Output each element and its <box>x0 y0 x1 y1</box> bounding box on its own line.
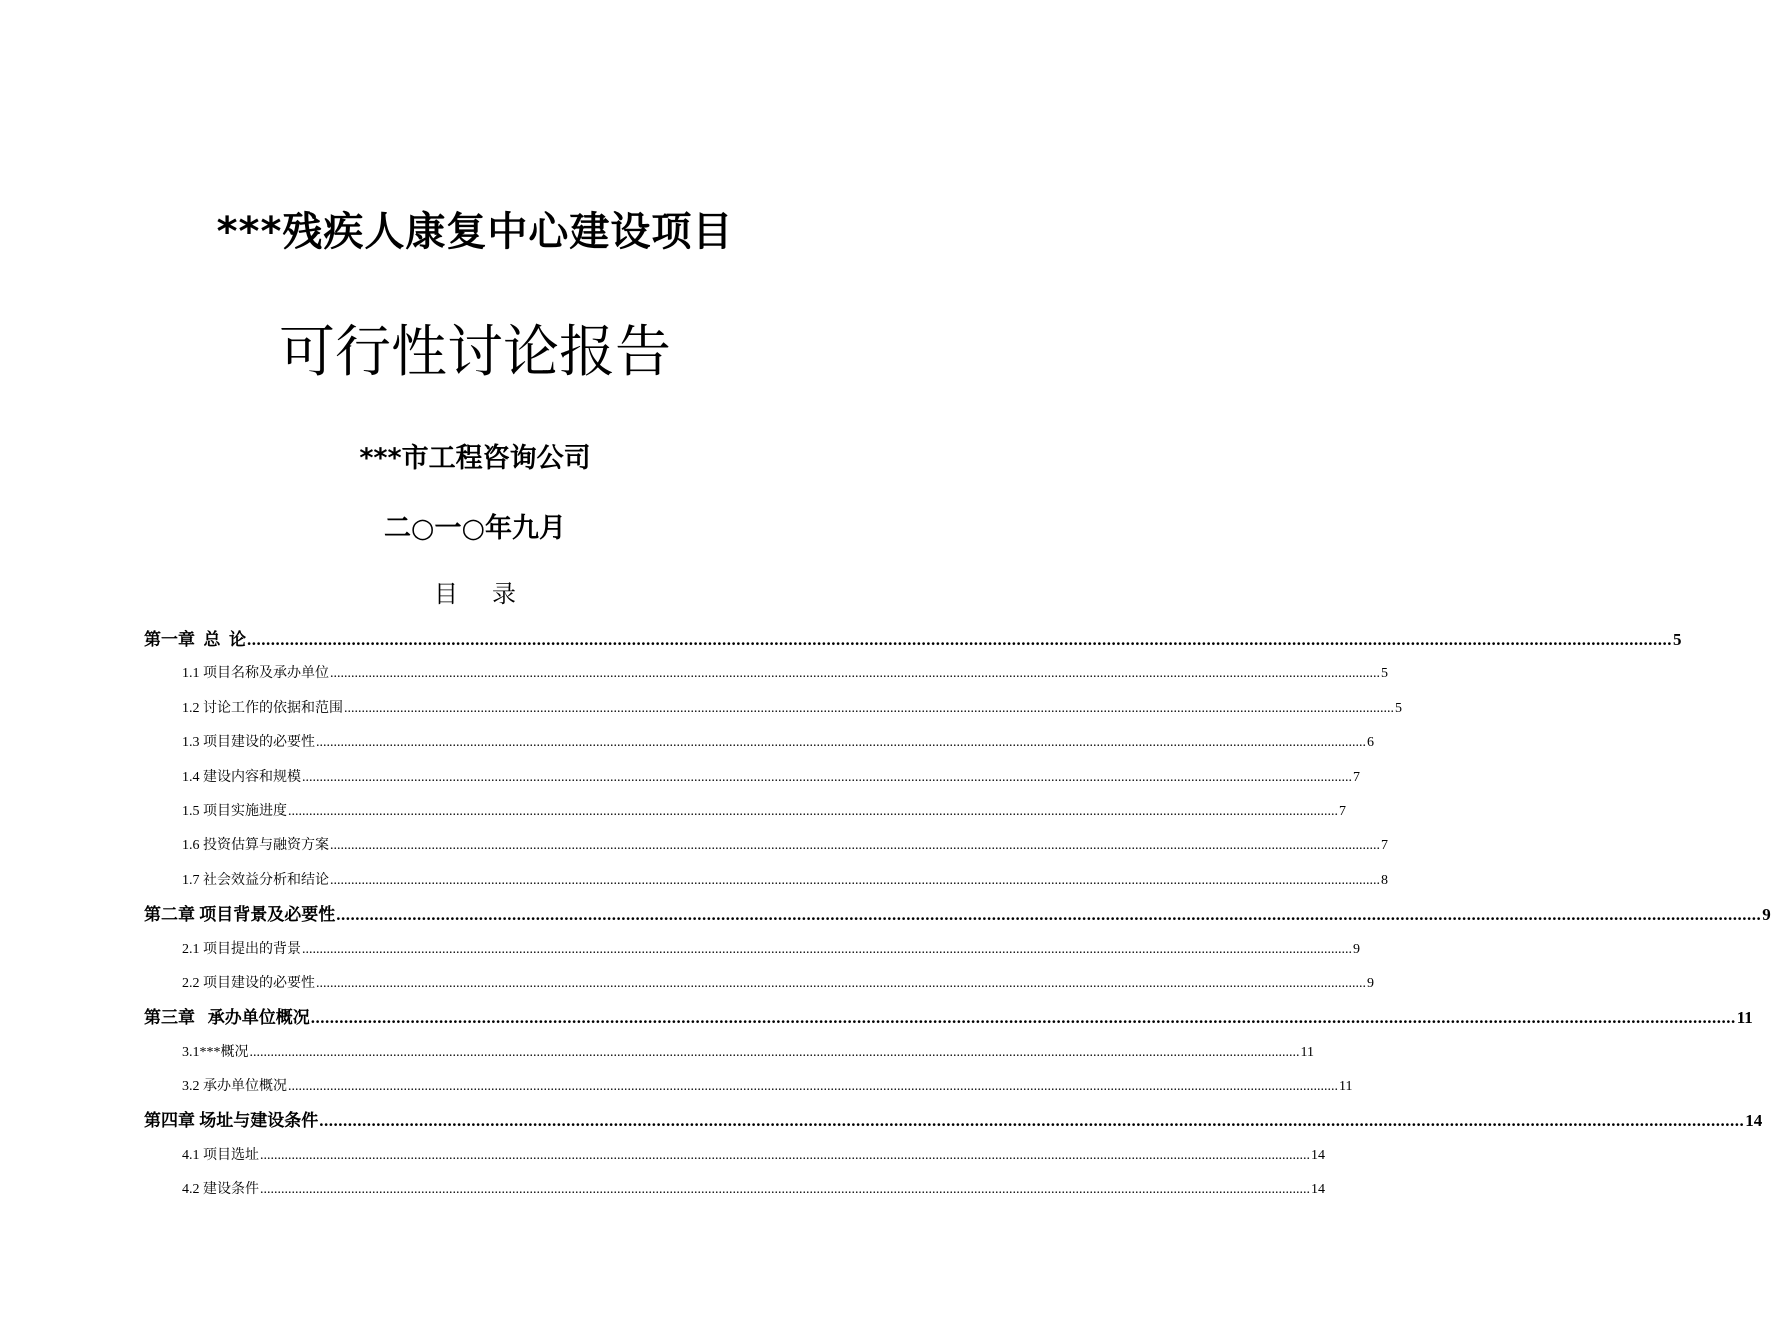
report-date: 二○一○年九月 <box>383 513 567 544</box>
toc-dot-leader: ............................................................................................................................................................................................................................................................................................................ <box>247 630 1672 649</box>
toc-chapter-entry[interactable] <box>144 898 1771 932</box>
toc-dot-leader: ............................................................................................................................................................................................................................................................................................................ <box>302 941 1352 957</box>
toc-section-entry[interactable] <box>144 1036 1314 1070</box>
toc-dot-leader: ............................................................................................................................................................................................................................................................................................................ <box>330 838 1380 854</box>
toc-entry-label: 第二章 项目背景及必要性 <box>144 905 336 925</box>
toc-page-number: 5 <box>1673 630 1682 649</box>
toc-entry-label: 2.1 项目提出的背景 <box>182 941 301 957</box>
toc-entry-label: 4.2 建设条件 <box>182 1182 259 1198</box>
table-of-contents <box>144 623 1771 1208</box>
toc-dot-leader: ............................................................................................................................................................................................................................................................................................................ <box>330 872 1380 888</box>
toc-heading: 目录 <box>434 580 550 608</box>
toc-dot-leader: ............................................................................................................................................................................................................................................................................................................ <box>344 700 1394 716</box>
toc-dot-leader: ............................................................................................................................................................................................................................................................................................................ <box>316 735 1366 751</box>
toc-section-entry[interactable] <box>144 967 1374 1001</box>
toc-entry-label: 第一章 总 论 <box>144 630 246 649</box>
toc-section-entry[interactable] <box>144 657 1388 691</box>
toc-dot-leader: ............................................................................................................................................................................................................................................................................................................ <box>260 1147 1310 1163</box>
toc-entry-label: 1.5 项目实施进度 <box>182 803 287 819</box>
toc-entry-label: 第四章 场址与建设条件 <box>144 1111 319 1131</box>
report-subtitle: 可行性讨论报告 <box>279 320 671 385</box>
toc-entry-label: 1.1 项目名称及承办单位 <box>182 666 329 682</box>
toc-dot-leader: ............................................................................................................................................................................................................................................................................................................ <box>288 803 1338 819</box>
toc-entry-label: 1.3 项目建设的必要性 <box>182 735 315 751</box>
toc-page-number: 14 <box>1311 1182 1325 1198</box>
toc-page-number: 11 <box>1339 1079 1353 1095</box>
toc-section-entry[interactable] <box>144 864 1388 898</box>
toc-dot-leader: ............................................................................................................................................................................................................................................................................................................ <box>249 1044 1300 1060</box>
toc-page-number: 8 <box>1381 872 1388 888</box>
toc-chapter-entry[interactable] <box>144 1104 1763 1138</box>
toc-page-number: 9 <box>1353 941 1360 957</box>
toc-section-entry[interactable] <box>144 795 1346 829</box>
company-name: ***市工程咨询公司 <box>359 443 591 474</box>
toc-dot-leader: ............................................................................................................................................................................................................................................................................................................ <box>316 975 1366 991</box>
toc-section-entry[interactable] <box>144 1173 1325 1207</box>
toc-entry-label: 3.1***概况 <box>182 1044 249 1060</box>
toc-entry-label: 1.4 建设内容和规模 <box>182 769 301 785</box>
toc-page-number: 5 <box>1395 700 1402 716</box>
toc-section-entry[interactable] <box>144 761 1360 795</box>
toc-entry-label: 1.2 讨论工作的依据和范围 <box>182 700 343 716</box>
toc-section-entry[interactable] <box>144 1139 1325 1173</box>
toc-page-number: 9 <box>1762 905 1771 925</box>
toc-section-entry[interactable] <box>144 726 1374 760</box>
toc-entry-label: 1.7 社会效益分析和结论 <box>182 872 329 888</box>
toc-page-number: 7 <box>1339 803 1346 819</box>
toc-entry-label: 第三章 承办单位概况 <box>144 1008 310 1028</box>
toc-dot-leader: ............................................................................................................................................................................................................................................................................................................ <box>310 1008 1736 1028</box>
toc-dot-leader: ............................................................................................................................................................................................................................................................................................................ <box>319 1111 1745 1131</box>
toc-entry-label: 2.2 项目建设的必要性 <box>182 975 315 991</box>
toc-section-entry[interactable] <box>144 692 1402 726</box>
toc-dot-leader: ............................................................................................................................................................................................................................................................................................................ <box>330 666 1380 682</box>
toc-page-number: 14 <box>1745 1111 1763 1131</box>
toc-section-entry[interactable] <box>144 1070 1353 1104</box>
toc-dot-leader: ............................................................................................................................................................................................................................................................................................................ <box>288 1079 1338 1095</box>
toc-page-number: 11 <box>1736 1008 1753 1028</box>
toc-page-number: 6 <box>1367 735 1374 751</box>
toc-page-number: 7 <box>1381 838 1388 854</box>
toc-dot-leader: ............................................................................................................................................................................................................................................................................................................ <box>260 1182 1310 1198</box>
toc-entry-label: 3.2 承办单位概况 <box>182 1079 287 1095</box>
toc-page-number: 11 <box>1300 1044 1314 1060</box>
toc-entry-label: 1.6 投资估算与融资方案 <box>182 838 329 854</box>
toc-dot-leader: ............................................................................................................................................................................................................................................................................................................ <box>336 905 1762 925</box>
toc-section-entry[interactable] <box>144 933 1360 967</box>
toc-page-number: 9 <box>1367 975 1374 991</box>
toc-chapter-entry[interactable] <box>144 1001 1753 1035</box>
toc-section-entry[interactable] <box>144 829 1388 863</box>
toc-entry-label: 4.1 项目选址 <box>182 1147 259 1163</box>
toc-chapter-entry[interactable] <box>144 623 1682 657</box>
toc-page-number: 5 <box>1381 666 1388 682</box>
toc-page-number: 14 <box>1311 1147 1325 1163</box>
report-title: ***残疾人康复中心建设项目 <box>216 209 734 255</box>
toc-page-number: 7 <box>1353 769 1360 785</box>
toc-dot-leader: ............................................................................................................................................................................................................................................................................................................ <box>302 769 1352 785</box>
